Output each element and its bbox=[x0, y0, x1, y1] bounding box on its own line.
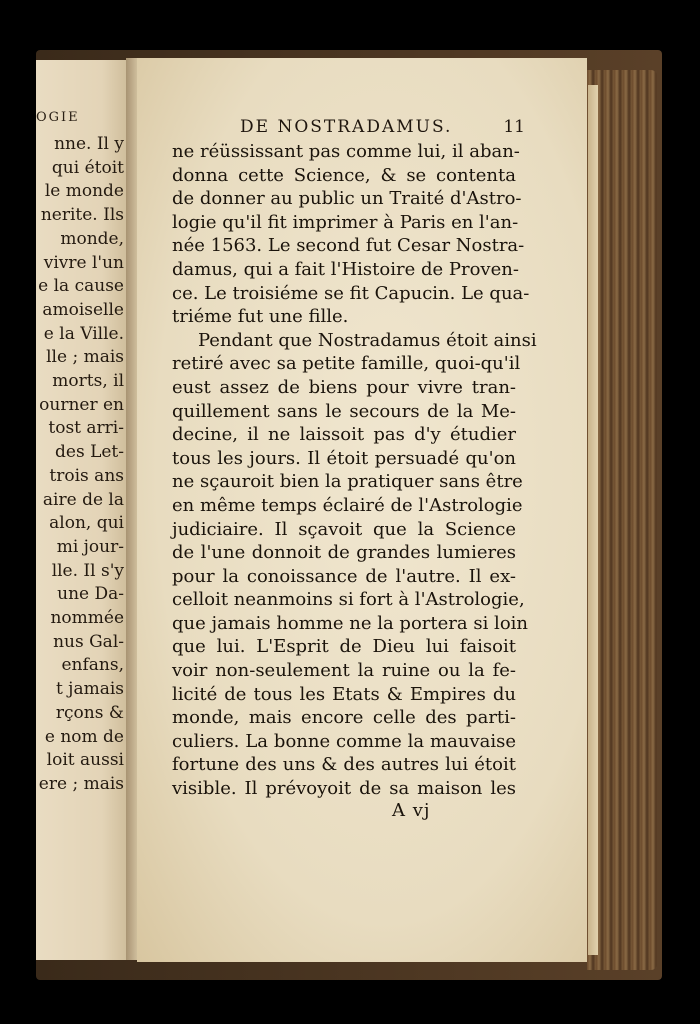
page-header bbox=[240, 117, 525, 141]
left-text-line: nne. Il y bbox=[54, 134, 124, 154]
left-text-line: enfans, bbox=[61, 655, 124, 676]
text-line: Pendant que Nostradamus étoit ainsi bbox=[198, 329, 537, 351]
text-line: née 1563. Le second fut Cesar Nostra- bbox=[172, 235, 525, 257]
left-text-line: rçons & bbox=[55, 702, 124, 723]
left-text-line: lle. Il s'y bbox=[51, 560, 124, 581]
text-line: ce. Le troisiéme se fit Capucin. Le qua- bbox=[172, 282, 530, 304]
left-text-line: nus Gal- bbox=[53, 631, 124, 652]
text-line: que lui. L'Esprit de Dieu lui faisoit bbox=[172, 636, 516, 658]
text-line: judiciaire. Il sçavoit que la Science bbox=[172, 518, 516, 540]
text-line: de l'une donnoit de grandes lumieres bbox=[172, 542, 516, 564]
page-number: 11 bbox=[503, 117, 525, 137]
left-text-line: nerite. Ils bbox=[40, 205, 124, 226]
text-line: ne réüssissant pas comme lui, il aban- bbox=[172, 141, 520, 162]
left-text-line: le monde bbox=[44, 181, 124, 202]
left-text-line: amoiselle bbox=[42, 299, 124, 320]
left-text-line: nommée bbox=[50, 608, 124, 629]
signature-mark: A vj bbox=[392, 800, 431, 821]
text-line: ne sçauroit bien la pratiquer sans être bbox=[172, 471, 523, 493]
left-page-text bbox=[36, 133, 124, 797]
text-line: visible. Il prévoyoit de sa maison les bbox=[172, 778, 516, 800]
left-text-line: lle ; mais bbox=[46, 347, 124, 368]
left-text-line: t jamais bbox=[55, 679, 124, 700]
text-line: donna cette Science, & se contenta bbox=[172, 164, 516, 186]
left-running-head: OGIE bbox=[36, 110, 80, 125]
left-text-line: monde, bbox=[60, 228, 124, 249]
left-text-line: e la Ville. bbox=[43, 323, 124, 344]
text-line: retiré avec sa petite famille, quoi-qu'il bbox=[172, 353, 521, 375]
left-text-line: morts, il bbox=[52, 371, 124, 392]
left-text-line: ourner en bbox=[39, 394, 124, 415]
left-text-line: alon, qui bbox=[49, 513, 124, 534]
text-line: tous les jours. Il étoit persuadé qu'on bbox=[172, 447, 516, 469]
text-line: fortune des uns & des autres lui étoit bbox=[172, 754, 516, 776]
left-text-line: vivre l'un bbox=[43, 252, 124, 273]
text-line: eust assez de biens pour vivre tran- bbox=[172, 376, 516, 398]
text-line: quillement sans le secours de la Me- bbox=[172, 400, 516, 422]
left-text-line: mi jour- bbox=[56, 536, 124, 557]
left-text-line: e la cause bbox=[38, 276, 124, 297]
right-page-text bbox=[172, 140, 537, 801]
page-edge-paper bbox=[588, 85, 598, 955]
text-line: culiers. La bonne comme la mauvaise bbox=[172, 730, 516, 752]
text-line: damus, qui a fait l'Histoire de Proven- bbox=[172, 258, 519, 280]
text-line: triéme fut une fille. bbox=[172, 306, 349, 328]
text-line: licité de tous les Etats & Empires du bbox=[172, 683, 516, 705]
left-text-line: qui étoit bbox=[51, 157, 124, 178]
text-line: voir non-seulement la ruine ou la fe- bbox=[172, 660, 516, 682]
text-line: monde, mais encore celle des parti- bbox=[172, 707, 516, 729]
left-text-line: des Let- bbox=[55, 442, 124, 463]
text-line: que jamais homme ne la portera si loin bbox=[172, 612, 529, 634]
text-line: celloit neanmoins si fort à l'Astrologie, bbox=[172, 589, 525, 611]
text-line: decine, il ne laissoit pas d'y étudier bbox=[172, 424, 516, 446]
left-text-line: aire de la bbox=[42, 489, 124, 510]
text-line: logie qu'il fit imprimer à Paris en l'an- bbox=[172, 211, 519, 233]
text-line: de donner au public un Traité d'Astro- bbox=[172, 188, 522, 210]
text-line: en même temps éclairé de l'Astrologie bbox=[172, 494, 523, 516]
left-text-line: ere ; mais bbox=[38, 773, 124, 794]
left-page bbox=[36, 60, 130, 960]
left-text-line: tost arri- bbox=[48, 418, 124, 439]
left-text-line: e nom de bbox=[44, 726, 124, 747]
running-title: DE NOSTRADAMUS. bbox=[240, 117, 453, 137]
left-text-line: une Da- bbox=[57, 584, 124, 605]
left-text-line: trois ans bbox=[49, 465, 124, 486]
left-text-line: loit aussi bbox=[46, 750, 124, 771]
text-line: pour la conoissance de l'autre. Il ex- bbox=[172, 565, 516, 587]
